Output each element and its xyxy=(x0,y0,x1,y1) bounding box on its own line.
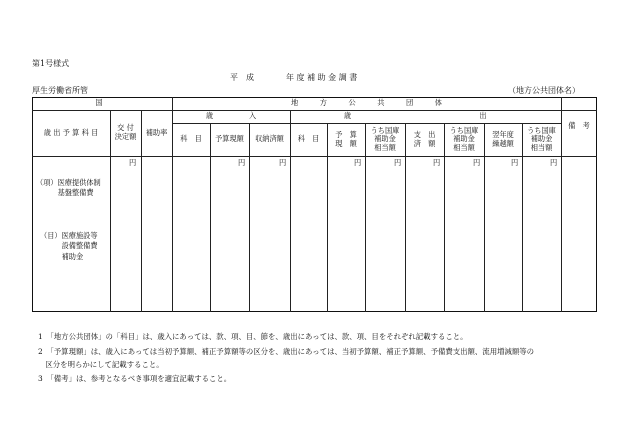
header-shuno: 収納済額 xyxy=(255,134,284,144)
ministry-label: 厚生労働省所管 xyxy=(32,86,88,95)
header-yosan-gen: 予算現額 xyxy=(215,134,244,144)
header-saishutsu-top: 歳 xyxy=(343,111,352,121)
document-title: 平 成 年 度 補 助 金 調 書 xyxy=(230,73,358,82)
yen-yosan2: 円 xyxy=(354,158,362,167)
header-shutsu: 出 xyxy=(479,111,487,121)
header-uchi2: うち国庫 補助金 相当額 xyxy=(449,125,479,152)
yen-uchi2: 円 xyxy=(473,158,481,167)
yen-uchi1: 円 xyxy=(394,158,402,167)
note-2: 2 「予算現額」は、歳入にあっては当初予算額、補正予算額等の区分を、歳出にあっては、当初予算額、補正予算額、予備費支出額、流用増減額等の xyxy=(38,347,535,356)
header-chiho: 地 方 公 共 団 体 xyxy=(291,98,442,108)
yen-shuno: 円 xyxy=(279,158,287,167)
item-moku: （目）医療施設等 設備整備費 補助金 xyxy=(40,231,98,261)
header-uchi3: うち国庫 補助金 相当額 xyxy=(527,125,556,152)
header-shishutsu: 支 出 済 額 xyxy=(413,129,436,148)
note-3: 3 「備考」は、参考となるべき事項を適宜記載すること。 xyxy=(38,374,232,383)
yen-kofu: 円 xyxy=(129,158,137,167)
header-kofu: 交 付 決定額 xyxy=(114,123,137,141)
header-hojoritsu: 補助率 xyxy=(145,127,168,137)
header-yokunen: 翌年度 繰越額 xyxy=(492,129,514,148)
header-kamoku1: 科 目 xyxy=(180,134,202,144)
header-yosan2: 予 算 現 額 xyxy=(335,129,357,148)
yen-shishutsu: 円 xyxy=(433,158,441,167)
header-kamoku2: 科 目 xyxy=(297,134,320,144)
note-2-cont: 区分を明らかにして記載すること。 xyxy=(38,360,164,369)
form-label: 第1号様式 xyxy=(32,59,70,68)
header-biko: 備 考 xyxy=(568,121,590,131)
yen-yosan-gen: 円 xyxy=(238,158,246,167)
yen-uchi3: 円 xyxy=(550,158,558,167)
header-kuni: 国 xyxy=(95,98,109,108)
header-uchi1: うち国庫 補助金 相当額 xyxy=(370,125,400,152)
note-1: 1 「地方公共団体」の「科目」は、歳入にあっては、款、項、目、節を、歳出にあっては、款、項、目をそれぞれ記載すること。 xyxy=(38,332,468,341)
yen-yokunen: 円 xyxy=(511,158,519,167)
entity-label: （地方公共団体名） xyxy=(508,86,580,95)
item-kou: （項）医療提供体制 基盤整備費 xyxy=(36,178,101,198)
header-sainyu: 歳 入 xyxy=(205,111,257,121)
header-saishutsu-kamoku: 歳 出 予 算 科 目 xyxy=(43,127,99,137)
